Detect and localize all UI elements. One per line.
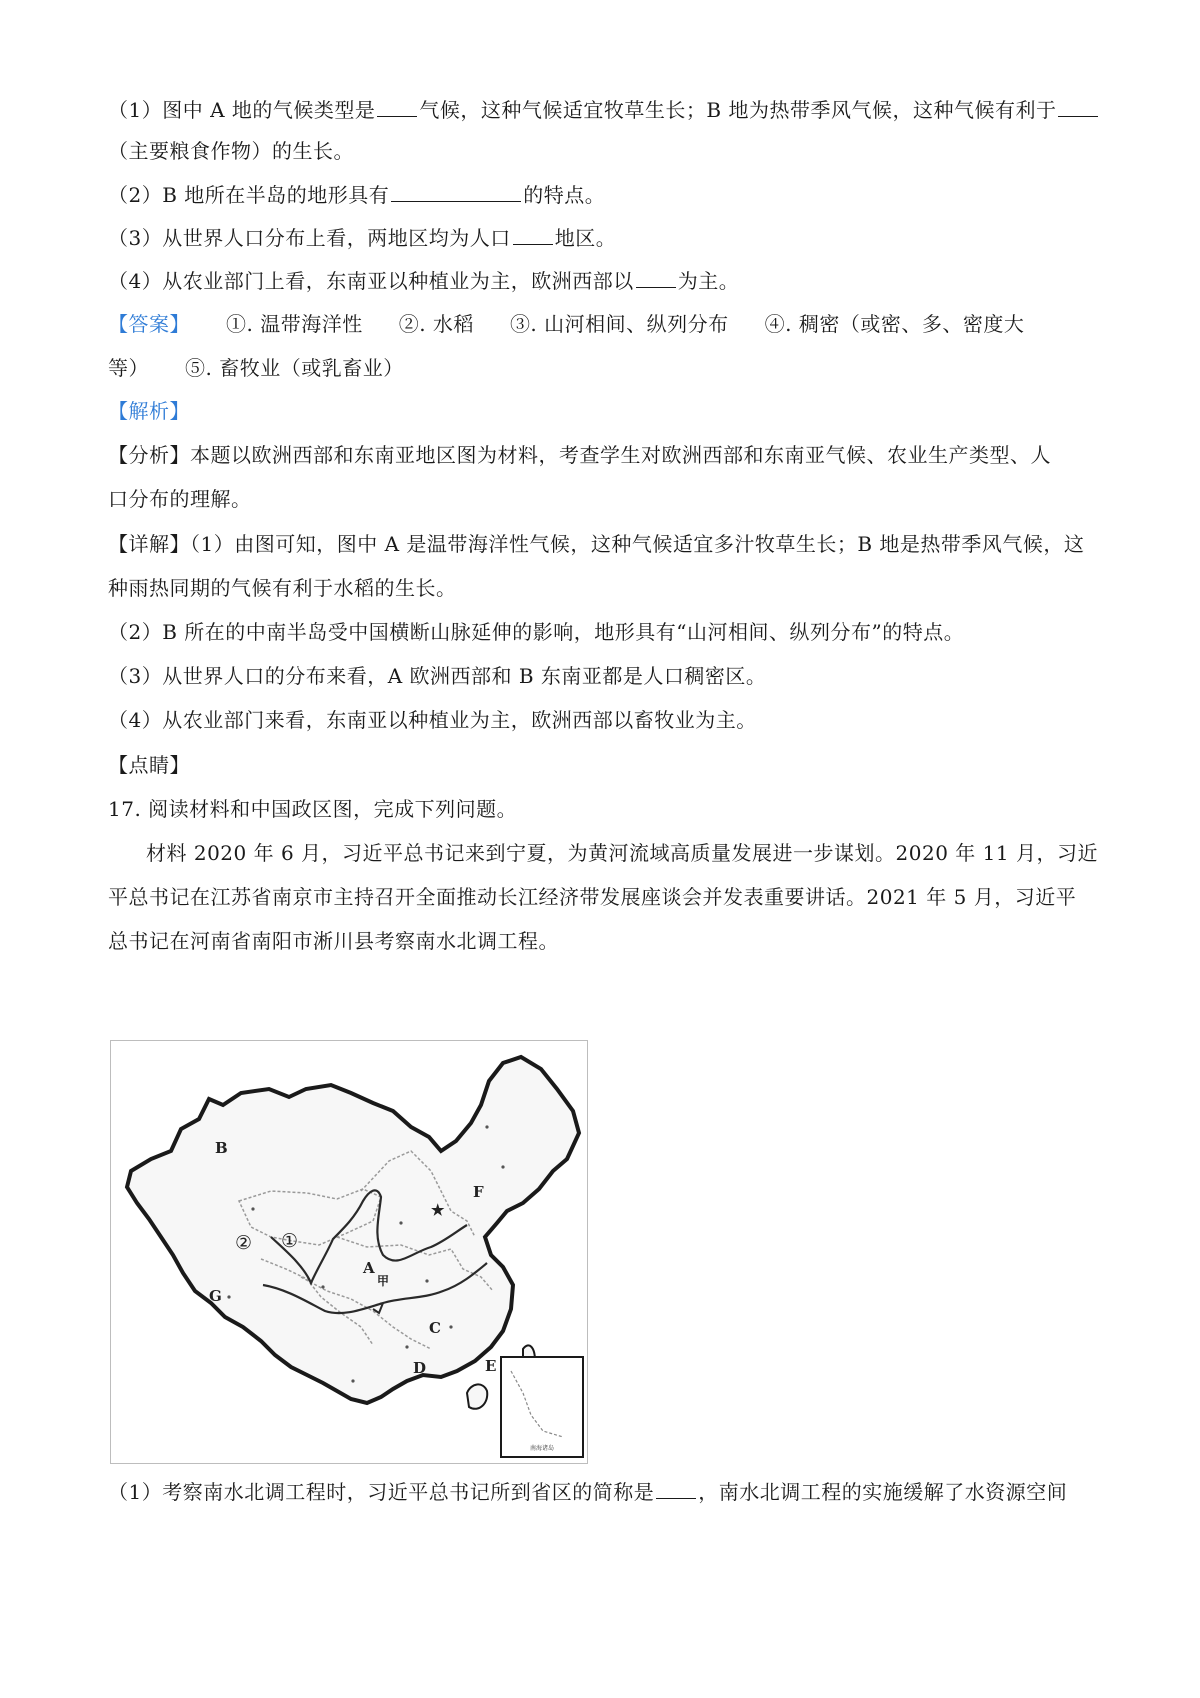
q4-text-a: （4）从农业部门上看，东南亚以种植业为主，欧洲西部以 bbox=[108, 269, 634, 293]
map-label-b: B bbox=[215, 1139, 228, 1157]
city-dot bbox=[251, 1207, 254, 1210]
q3-text-b: 地区。 bbox=[554, 226, 617, 250]
answer-item: ①. 温带海洋性 bbox=[226, 312, 363, 336]
answer-blank bbox=[391, 179, 521, 202]
china-outline bbox=[127, 1057, 579, 1403]
analysis-fenxi-2: 口分布的理解。 bbox=[108, 487, 252, 511]
south-sea-inset bbox=[501, 1357, 583, 1457]
analysis-detail-5: （4）从农业部门来看，东南亚以种植业为主，欧洲西部以畜牧业为主。 bbox=[108, 708, 757, 732]
q17-sub1-text-b: ，南水北调工程的实施缓解了水资源空间 bbox=[698, 1480, 1068, 1504]
question-1-line bbox=[108, 94, 1098, 125]
map-label-circle-2: ② bbox=[235, 1232, 253, 1254]
material-line-1: 材料 2020 年 6 月，习近平总书记来到宁夏，为黄河流域高质量发展进一步谋划。2020 年 11 月，习近 bbox=[146, 841, 1098, 865]
answer-blank bbox=[513, 222, 553, 245]
answer-blank bbox=[1058, 94, 1098, 117]
map-label-jia: 甲 bbox=[377, 1274, 390, 1288]
answer-blank bbox=[636, 265, 676, 288]
question-4-line bbox=[108, 265, 1098, 296]
answer-item: ③. 山河相间、纵列分布 bbox=[509, 312, 729, 336]
question-17-title: 17. 阅读材料和中国政区图，完成下列问题。 bbox=[108, 797, 518, 821]
map-label-f: F bbox=[473, 1183, 484, 1201]
city-dot bbox=[405, 1345, 408, 1348]
analysis-detail-4: （3）从世界人口的分布来看，A 欧洲西部和 B 东南亚都是人口稠密区。 bbox=[108, 664, 767, 688]
q1-text-b: 气候，这种气候适宜牧草生长；B 地为热带季风气候，这种气候有利于 bbox=[419, 98, 1057, 122]
map-label-g: G bbox=[209, 1287, 222, 1305]
map-label-c: C bbox=[429, 1319, 441, 1337]
question-17-sub-1 bbox=[108, 1476, 1098, 1507]
city-dot bbox=[351, 1379, 354, 1382]
material-line-2: 平总书记在江苏省南京市主持召开全面推动长江经济带发展座谈会并发表重要讲话。2021 年 5 月，习近平 bbox=[108, 885, 1077, 909]
china-map-svg bbox=[111, 1041, 587, 1463]
material-line-3: 总书记在河南省南阳市淅川县考察南水北调工程。 bbox=[108, 929, 559, 953]
analysis-detail-3: （2）B 所在的中南半岛受中国横断山脉延伸的影响，地形具有“山河相间、纵列分布”的特点。 bbox=[108, 620, 965, 644]
answer-line bbox=[108, 309, 1098, 339]
q2-text-b: 的特点。 bbox=[523, 183, 606, 207]
map-label-e: E bbox=[485, 1357, 497, 1375]
q2-text-a: （2）B 地所在半岛的地形具有 bbox=[108, 183, 390, 207]
city-dot bbox=[321, 1285, 324, 1288]
answer-item: ④. 稠密（或密、多、密度大 bbox=[764, 312, 1025, 336]
map-label-circle-1: ① bbox=[281, 1230, 299, 1252]
city-dot bbox=[227, 1295, 230, 1298]
q17-sub1-text-a: （1）考察南水北调工程时，习近平总书记所到省区的简称是 bbox=[108, 1480, 655, 1504]
answer-cont-a: 等） bbox=[108, 356, 149, 380]
answer-label: 【答案】 bbox=[108, 312, 190, 336]
answer-blank bbox=[656, 1476, 696, 1499]
question-1-cont bbox=[108, 136, 1098, 166]
map-label-a: A bbox=[363, 1259, 375, 1277]
analysis-dianjing: 【点睛】 bbox=[108, 753, 190, 777]
answer-item: ⑤. 畜牧业（或乳畜业） bbox=[185, 356, 404, 380]
city-dot bbox=[425, 1279, 428, 1282]
inset-label: 南海诸岛 bbox=[529, 1445, 555, 1452]
city-dot bbox=[501, 1165, 504, 1168]
hainan-island bbox=[467, 1384, 487, 1408]
analysis-label: 【解析】 bbox=[108, 399, 190, 423]
q1-text-a: （1）图中 A 地的气候类型是 bbox=[108, 98, 376, 122]
analysis-fenxi-1: 【分析】本题以欧洲西部和东南亚地区图为材料，考查学生对欧洲西部和东南亚气候、农业生产类型、人 bbox=[108, 443, 1051, 467]
city-dot bbox=[399, 1221, 402, 1224]
analysis-detail-2: 种雨热同期的气候有利于水稻的生长。 bbox=[108, 576, 457, 600]
q1-text-c: （主要粮食作物）的生长。 bbox=[108, 139, 354, 163]
q4-text-b: 为主。 bbox=[677, 269, 740, 293]
answer-blank bbox=[377, 94, 417, 117]
q3-text-a: （3）从世界人口分布上看，两地区均为人口 bbox=[108, 226, 511, 250]
city-dot bbox=[485, 1125, 488, 1128]
china-political-map bbox=[110, 1040, 588, 1464]
answer-cont bbox=[108, 353, 1098, 383]
analysis-detail-1: 【详解】（1）由图可知，图中 A 是温带海洋性气候，这种气候适宜多汁牧草生长；B 地是热带季风气候，这 bbox=[108, 532, 1085, 556]
map-label-d: D bbox=[413, 1359, 427, 1377]
capital-star: ★ bbox=[431, 1201, 445, 1219]
answer-item: ②. 水稻 bbox=[398, 312, 474, 336]
question-2-line bbox=[108, 179, 1098, 210]
city-dot bbox=[449, 1325, 452, 1328]
question-3-line bbox=[108, 222, 1098, 253]
